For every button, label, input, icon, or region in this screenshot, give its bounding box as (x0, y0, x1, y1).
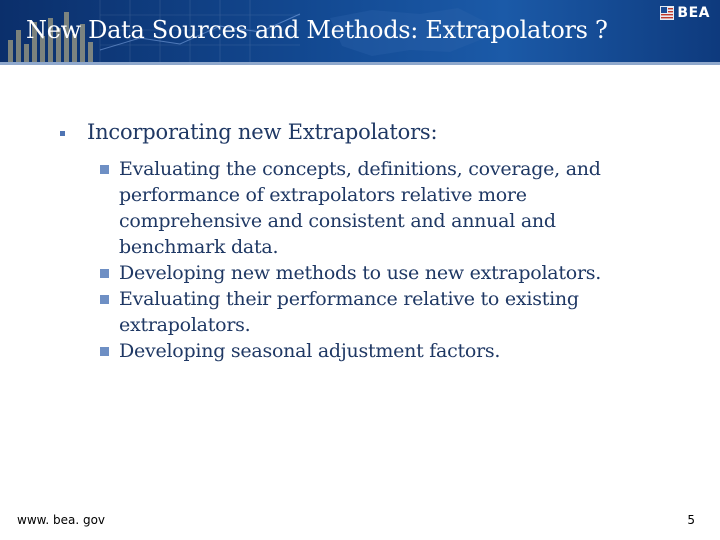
square-bullet-icon (100, 165, 109, 174)
level1-bullet-item (60, 120, 437, 144)
sub-bullet-text: Developing seasonal adjustment factors. (119, 340, 501, 362)
slide-title: New Data Sources and Methods: Extrapolators ? (26, 16, 608, 44)
sub-bullet-text: Developing new methods to use new extrapolators. (119, 262, 602, 284)
bea-logo (660, 4, 710, 22)
sub-bullet-item (100, 156, 660, 260)
sub-bullet-text: Evaluating their performance relative to existing extrapolators. (119, 288, 579, 336)
square-bullet-icon (100, 269, 109, 278)
level1-text: Incorporating new Extrapolators: (87, 120, 438, 144)
square-bullet-icon (60, 131, 65, 136)
slide-header (0, 0, 720, 62)
square-bullet-icon (100, 347, 109, 356)
sub-bullet-item (100, 286, 660, 338)
sub-bullet-item (100, 338, 660, 364)
logo-text: BEA (677, 5, 710, 21)
flag-icon (660, 6, 674, 20)
header-divider (0, 62, 720, 65)
page-number: 5 (687, 513, 695, 527)
square-bullet-icon (100, 295, 109, 304)
sub-bullet-list (100, 156, 660, 364)
footer-url: www. bea. gov (17, 513, 106, 527)
sub-bullet-item (100, 260, 660, 286)
sub-bullet-text: Evaluating the concepts, definitions, coverage, and performance of extrapolators relative more comprehensive and consistent and annual and benchmark data. (119, 158, 601, 258)
